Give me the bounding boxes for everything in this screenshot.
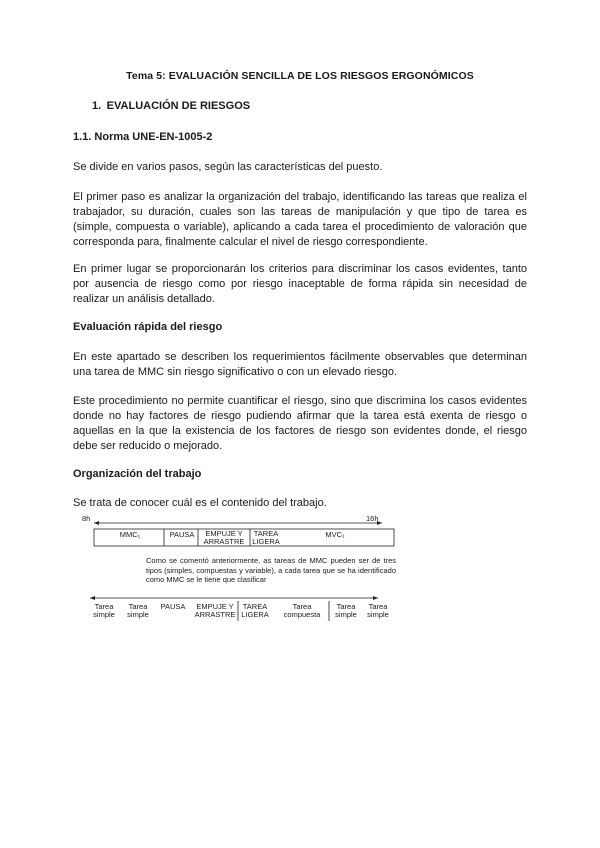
bottom-segment: EMPUJE Y ARRASTRE [194, 602, 236, 619]
heading-organizacion: Organización del trabajo [73, 468, 202, 480]
top-segment-empuje: EMPUJE Y ARRASTRE [203, 529, 245, 546]
section-heading: 1. EVALUACIÓN DE RIESGOS [92, 100, 251, 112]
paragraph: El primer paso es analizar la organización del trabajo, identificando las tareas que realiza el trabajador, su duración, cuales son las tareas de manipulación y que tipo de tarea es (simple, compuesta o variable), aplicando a cada tarea el procedimiento de valoración que corresponda para, finalmente calcular el nivel de riesgo correspondiente. [73, 191, 527, 248]
diagram-note: Como se comentó anteriormente, as tareas de MMC pueden ser de tres tipos (simples, compuestas y variable), a cada tarea que se ha identificado como MMC se le tiene que clasificar [146, 556, 396, 584]
bottom-segment: Tarea simple [127, 602, 149, 619]
paragraph: En primer lugar se proporcionarán los criterios para discriminar los casos evidentes, tanto por ausencia de riesgo como por riesgo inaceptable de forma rápida sin necesidad de realizar un análisis detallado. [73, 263, 527, 305]
paragraph: Se trata de conocer cuál es el contenido del trabajo. [73, 497, 327, 509]
bottom-segment: Tarea simple [335, 602, 357, 619]
bottom-segment: PAUSA [160, 602, 186, 611]
bottom-segment: TAREA LIGERA [241, 602, 269, 619]
document-title: Tema 5: EVALUACIÓN SENCILLA DE LOS RIESGOS ERGONÓMICOS [126, 70, 474, 82]
workday-diagram [70, 512, 400, 632]
subsection-heading: 1.1. Norma UNE-EN-1005-2 [73, 131, 213, 143]
paragraph: Se divide en varios pasos, según las características del puesto. [73, 161, 383, 173]
top-segment-pausa: PAUSA [169, 530, 195, 539]
bottom-segment: Tarea simple [93, 602, 115, 619]
bottom-segment: Tarea compuesta [283, 602, 321, 619]
paragraph: Este procedimiento no permite cuantificar el riesgo, sino que discrimina los casos evidentes donde no hay factores de riesgo pudiendo afirmar que la tarea está exenta de riesgo o aquellas en la que la existencia de los factores de riesgo son evidentes donde, el riesgo debe ser reducido o mejorado. [73, 395, 527, 452]
paragraph: En este apartado se describen los requerimientos fácilmente observables que determinan una tarea de MMC sin riesgo significativo o con un elevado riesgo. [73, 351, 527, 378]
end-time-label: 16h [366, 514, 379, 523]
top-segment-mmc: MMC₁ [119, 530, 141, 539]
top-segment-tarea-ligera: TAREA LIGERA [252, 529, 280, 546]
start-time-label: 8h [82, 514, 91, 523]
top-segment-mvc: MVC₁ [325, 530, 345, 539]
bottom-segment: Tarea simple [367, 602, 389, 619]
heading-evaluacion-rapida: Evaluación rápida del riesgo [73, 321, 223, 333]
